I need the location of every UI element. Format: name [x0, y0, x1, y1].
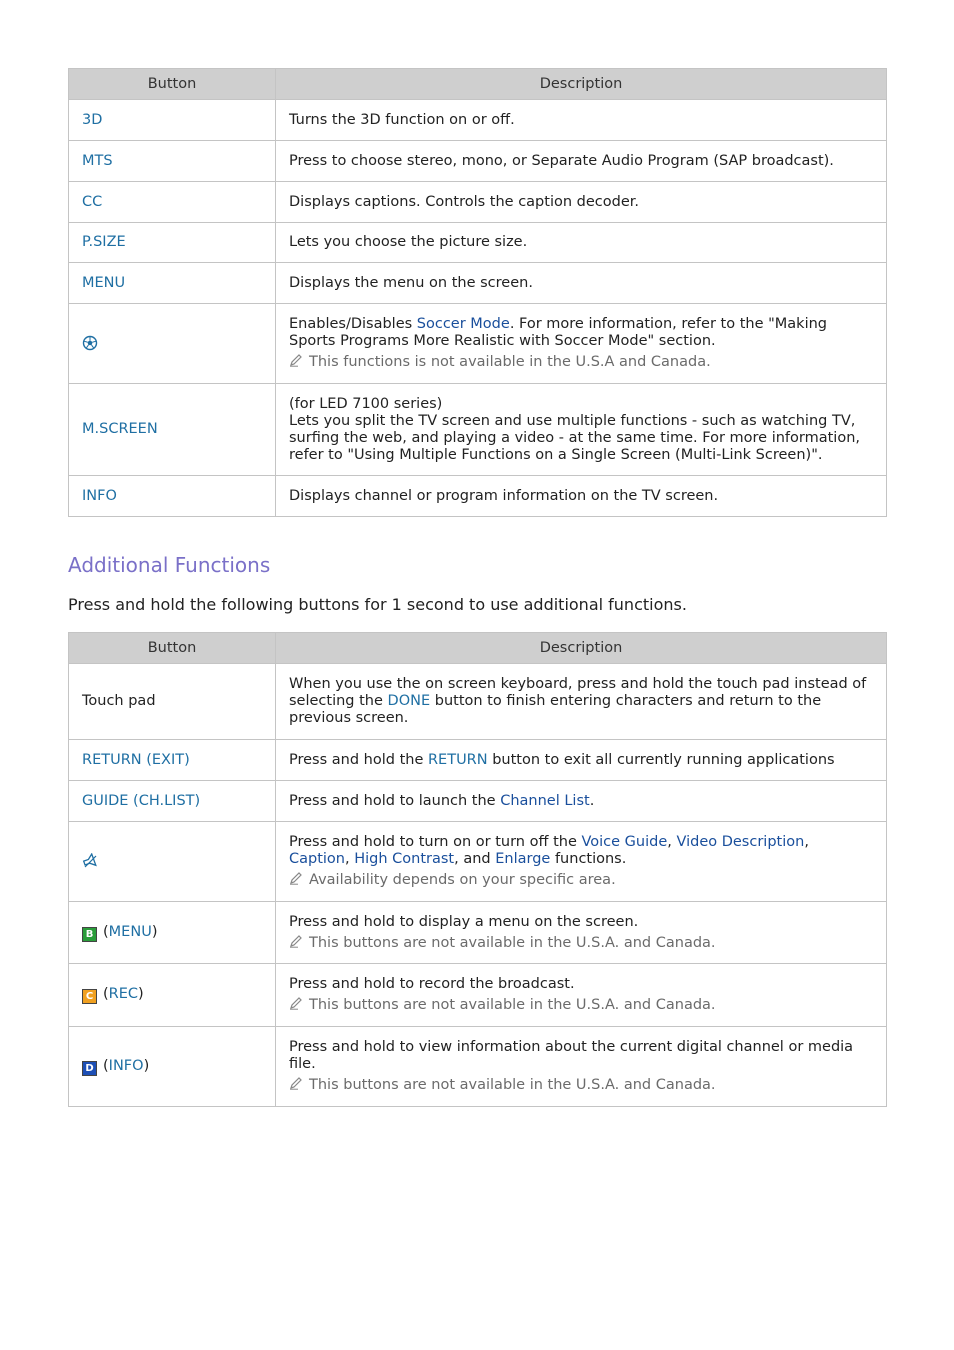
done-link[interactable]: DONE: [387, 693, 431, 709]
note: [289, 353, 874, 371]
button-name: MTS: [69, 141, 276, 182]
yellow-c-key-icon: C: [82, 989, 97, 1004]
desc-text: Press and hold the: [289, 751, 428, 768]
button-name: GUIDE (CH.LIST): [69, 781, 276, 822]
pencil-icon: [289, 996, 303, 1010]
button-name: INFO: [69, 476, 276, 517]
table-header-row: [69, 633, 887, 664]
section-title: Additional Functions: [68, 553, 271, 577]
column-header-description: Description: [276, 69, 887, 100]
desc-line: Lets you split the TV screen and use multiple functions - such as watching TV, surfing the web, and playing a video - at the same time. For more information, refer to "Using Multiple Functions on a Single Screen (Multi-Link Screen)".: [289, 412, 861, 463]
button-description: [276, 384, 887, 476]
button-description: [276, 822, 887, 902]
desc-text: ,: [804, 834, 809, 850]
table-row: [69, 1027, 887, 1107]
button-description: Displays the menu on the screen.: [276, 263, 887, 304]
desc-text: .: [589, 792, 595, 809]
table-row: [69, 223, 887, 263]
pencil-icon: [289, 934, 303, 948]
column-header-button: Button: [69, 69, 276, 100]
table-row: [69, 964, 887, 1027]
button-description: [276, 664, 887, 740]
paren: (: [103, 923, 109, 940]
button-description: [276, 740, 887, 781]
button-description: [276, 1027, 887, 1107]
desc-text: ,: [667, 834, 677, 850]
pencil-icon: [289, 353, 303, 367]
voice-guide-link[interactable]: Voice Guide: [581, 834, 668, 850]
buttons-table: [68, 68, 887, 517]
paren: (: [103, 1057, 109, 1074]
soccer-mode-link[interactable]: Soccer Mode: [416, 316, 510, 332]
blue-d-key-icon: D: [82, 1061, 97, 1076]
button-name: P.SIZE: [69, 223, 276, 263]
button-key-cell: [69, 902, 276, 964]
table-row: [69, 384, 887, 476]
additional-functions-table: [68, 632, 887, 1107]
accessibility-icon: [82, 853, 98, 869]
return-link[interactable]: RETURN: [427, 751, 488, 768]
desc-text: Press and hold to turn on or turn off the: [289, 834, 582, 850]
desc-text: Press and hold to record the broadcast.: [289, 976, 575, 992]
desc-text: functions.: [550, 851, 627, 867]
button-icon-cell: [69, 822, 276, 902]
button-key-cell: [69, 1027, 276, 1107]
table-header-row: [69, 69, 887, 100]
table-row: [69, 182, 887, 223]
pencil-icon: [289, 871, 303, 885]
menu-link[interactable]: MENU: [108, 923, 152, 940]
button-description: Lets you choose the picture size.: [276, 223, 887, 263]
button-description: [276, 304, 887, 384]
info-link[interactable]: INFO: [108, 1057, 144, 1074]
green-b-key-icon: B: [82, 927, 97, 942]
high-contrast-link[interactable]: High Contrast: [354, 851, 455, 867]
note-text: This functions is not available in the U.S.A and Canada.: [309, 354, 711, 370]
note: [289, 934, 874, 952]
button-description: Displays channel or program information on the TV screen.: [276, 476, 887, 517]
desc-text: button to exit all currently running applications: [487, 751, 835, 768]
button-name: MENU: [69, 263, 276, 304]
table-row: [69, 822, 887, 902]
button-description: [276, 781, 887, 822]
note-text: Availability depends on your specific area.: [309, 872, 616, 888]
desc-text: Enables/Disables: [289, 316, 417, 332]
note: [289, 996, 874, 1014]
button-description: Turns the 3D function on or off.: [276, 100, 887, 141]
desc-text: Press and hold to display a menu on the screen.: [289, 913, 639, 930]
table-row: [69, 304, 887, 384]
paren: (: [103, 986, 109, 1002]
button-icon-cell: [69, 304, 276, 384]
table-row: [69, 740, 887, 781]
enlarge-link[interactable]: Enlarge: [495, 851, 551, 867]
desc-text: ,: [345, 851, 355, 867]
pencil-icon: [289, 1076, 303, 1090]
note-text: This buttons are not available in the U.S.A. and Canada.: [309, 1077, 716, 1093]
button-description: Press to choose stereo, mono, or Separate Audio Program (SAP broadcast).: [276, 141, 887, 182]
column-header-button: Button: [69, 633, 276, 664]
table-row: [69, 781, 887, 822]
rec-link[interactable]: REC: [108, 986, 139, 1002]
desc-text: Press and hold to view information about the current digital channel or media file.: [289, 1039, 854, 1072]
note: [289, 1076, 874, 1094]
desc-text: Press and hold to launch the: [289, 792, 501, 809]
desc-text: button to finish entering characters and return to the previous screen.: [289, 693, 822, 726]
button-name: CC: [69, 182, 276, 223]
table-row: [69, 902, 887, 964]
paren: ): [143, 1057, 150, 1074]
channel-list-link[interactable]: Channel List: [500, 792, 590, 809]
button-description: [276, 964, 887, 1027]
table-row: [69, 664, 887, 740]
paren: ): [138, 986, 144, 1002]
paren: ): [151, 923, 158, 940]
table-row: [69, 476, 887, 517]
button-name: Touch pad: [69, 664, 276, 740]
video-description-link[interactable]: Video Description: [676, 834, 805, 850]
column-header-description: Description: [276, 633, 887, 664]
desc-line: (for LED 7100 series): [289, 395, 443, 412]
note-text: This buttons are not available in the U.S.A. and Canada.: [309, 934, 716, 951]
button-name: M.SCREEN: [69, 384, 276, 476]
desc-text: When you use the on screen keyboard, press and hold the touch pad instead of selecting the: [289, 676, 867, 709]
button-key-cell: [69, 964, 276, 1027]
desc-text: . For more information, refer to the "Making Sports Programs More Realistic with Soccer Mode" section.: [289, 316, 827, 349]
soccer-ball-icon: [82, 335, 98, 351]
desc-text: , and: [454, 851, 496, 867]
caption-link[interactable]: Caption: [289, 851, 345, 867]
button-name: 3D: [69, 100, 276, 141]
button-description: [276, 902, 887, 964]
table-row: [69, 100, 887, 141]
table-row: [69, 263, 887, 304]
button-name: RETURN (EXIT): [69, 740, 276, 781]
table-row: [69, 141, 887, 182]
note-text: This buttons are not available in the U.S.A. and Canada.: [309, 997, 716, 1013]
section-intro: Press and hold the following buttons for 1 second to use additional functions.: [68, 595, 687, 614]
button-description: Displays captions. Controls the caption decoder.: [276, 182, 887, 223]
note: [289, 871, 874, 889]
